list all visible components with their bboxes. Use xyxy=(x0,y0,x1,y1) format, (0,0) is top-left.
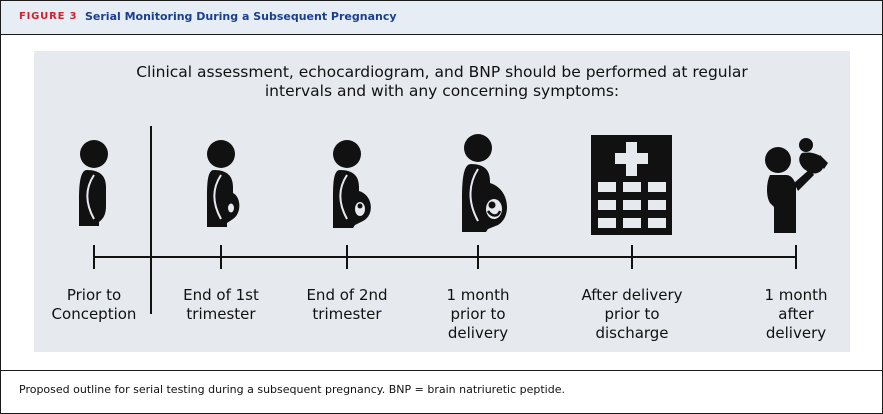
pregnant-woman-early-icon xyxy=(207,140,239,227)
intro-line-1: Clinical assessment, echocardiogram, and BNP should be performed at regular xyxy=(136,63,748,81)
figure-caption xyxy=(1,370,882,414)
stage-label-after-delivery: After delivery prior to discharge xyxy=(581,286,683,342)
pregnant-woman-mid-icon xyxy=(333,140,371,228)
woman-holding-baby-icon xyxy=(765,138,828,233)
hospital-windows xyxy=(598,182,666,228)
stage-label-prior-to-conception: Prior to Conception xyxy=(51,286,137,323)
intro-line-2: intervals and with any concerning symptoms: xyxy=(264,82,620,100)
woman-not-pregnant-icon xyxy=(79,140,108,226)
stage-label-1-month-prior-to-delivery: 1 month prior to delivery xyxy=(446,286,510,342)
stage-label-end-2nd-trimester: End of 2nd trimester xyxy=(306,286,388,323)
figure-label: FIGURE 3 xyxy=(19,11,78,22)
timeline-panel xyxy=(34,51,850,352)
figure-title: Serial Monitoring During a Subsequent Pregnancy xyxy=(85,10,397,23)
caption-text: Proposed outline for serial testing during a subsequent pregnancy. BNP = brain natriuretic peptide. xyxy=(19,383,565,396)
pregnant-woman-late-icon xyxy=(462,134,507,232)
figure-header xyxy=(1,1,882,35)
hospital-icon xyxy=(591,135,672,235)
stage-label-end-1st-trimester: End of 1st trimester xyxy=(183,286,259,323)
stage-label-1-month-after-delivery: 1 month after delivery xyxy=(764,286,828,342)
